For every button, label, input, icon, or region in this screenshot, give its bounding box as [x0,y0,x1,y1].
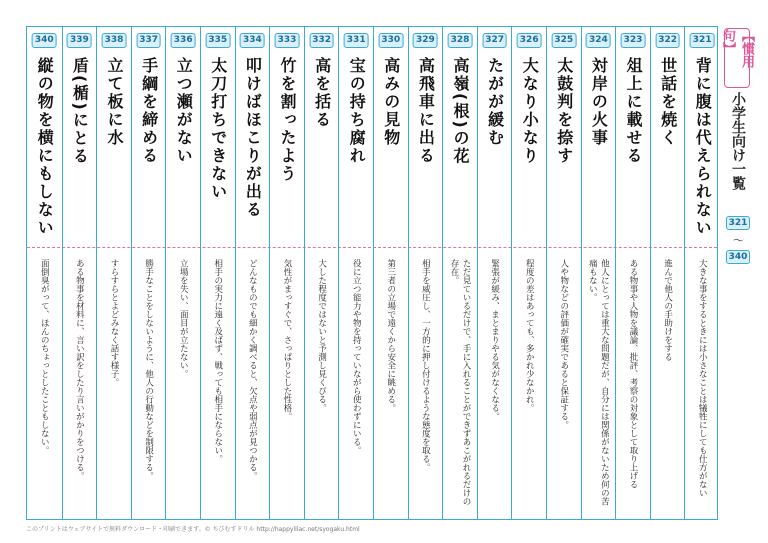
idiom-meaning: 進んで他人の手助けをする [662,259,673,361]
subtitle: 小学生向け一覧 [730,92,746,190]
idiom-meaning: 程度の差はあっても、多かれ少なかれ。 [524,259,535,412]
idiom-meaning: 面倒臭がって、ほんのちょっとしたこともしない。 [39,259,50,455]
entry-number: 322 [655,33,680,48]
idiom-meaning: 第三者の立場で遠くから安全に眺める。 [385,259,396,412]
idiom-phrase: 高飛車に出る [416,57,436,165]
idiom-phrase: 太刀打ちできない [208,57,228,201]
entry-number: 325 [551,33,576,48]
idiom-entry [62,27,97,519]
idiom-phrase: 立て板に水 [104,57,124,147]
entry-number: 336 [171,33,196,48]
entry-number: 337 [136,33,161,48]
idiom-entry [373,27,408,519]
title-label: 【慣用句】 [720,29,754,68]
idiom-entry [477,27,512,519]
range-tilde: 〜 [733,234,744,247]
idiom-phrase: 立つ瀬がない [174,57,194,165]
entry-number: 332 [309,33,334,48]
idiom-phrase: 高嶺(根)の花 [450,57,470,166]
title-badge [720,28,754,88]
range-start: 321 [726,216,750,230]
idiom-phrase: 背に腹は代えられない [693,57,713,237]
entry-number: 338 [102,33,127,48]
entry-number: 331 [344,33,369,48]
entry-number: 340 [32,33,57,48]
idiom-entry [581,27,616,519]
idiom-meaning: 立場を失い、面目が立たない。 [178,259,189,378]
idiom-meaning: 相手を威圧し、一方的に押し付けるような態度を取る。 [420,259,431,472]
entry-number: 333 [275,33,300,48]
idiom-entry [96,27,131,519]
idiom-entry [200,27,235,519]
idiom-phrase: 高を括る [312,57,332,129]
idiom-meaning: どんなものでも細かく調べると、欠点や弱点が見つかる。 [247,259,258,480]
idiom-meaning: 人や物などの評価が確実であると保証する。 [558,259,569,429]
idiom-phrase: 世話を焼く [658,57,678,147]
idiom-phrase: 太鼓判を捺す [554,57,574,165]
idiom-entry [304,27,339,519]
entry-number: 339 [67,33,92,48]
idiom-meaning: 大きな事をするときには小さなことは犠牲にしても仕方がない [697,259,708,497]
idiom-phrase: 竹を割ったよう [277,57,297,183]
idiom-meaning: 役に立つ能力や物を持っていながら使わずにいる。 [351,259,362,455]
idiom-entry [27,27,62,519]
entry-number: 329 [413,33,438,48]
idiom-entry [511,27,546,519]
idiom-phrase: 大なり小なり [520,57,540,165]
footer-note: このプリントはウェブサイトで無料ダウンロード・印刷できます。© ちびむすドリル http://happylilac.net/syogaku.html [26,526,360,533]
idiom-phrase: 対岸の火事 [589,57,609,147]
idiom-phrase: 高みの見物 [381,57,401,147]
idiom-phrase: 手綱を締める [139,57,159,165]
idiom-phrase: 盾(楯)にとる [70,57,90,166]
idiom-meaning: ある物事や人物を議論、批評、考察の対象として取り上げる [627,259,638,489]
idiom-entry [131,27,166,519]
entry-number: 326 [517,33,542,48]
entry-number: 327 [482,33,507,48]
entry-number: 334 [240,33,265,48]
idiom-entry [165,27,200,519]
entry-number: 323 [621,33,646,48]
idiom-entry [442,27,477,519]
idiom-meaning: すらすらとよどみなく話す様子。 [108,259,119,387]
idiom-meaning: 緊張が緩み、まとまりやる気がなくなる。 [489,259,500,421]
idiom-phrase: 俎上に載せる [623,57,643,165]
idiom-entry [235,27,270,519]
range-end: 340 [726,250,750,264]
idiom-entry [338,27,373,519]
entry-number: 330 [378,33,403,48]
entry-number: 321 [690,33,715,48]
entry-number: 328 [448,33,473,48]
idiom-meaning: 相手の実力に遠く及ばず、戦っても相手にならない。 [212,259,223,463]
idiom-meaning: 気性がまっすぐで、さっぱりとした性格。 [281,259,292,421]
idiom-entry [684,27,719,519]
idiom-phrase: 縦の物を横にもしない [35,57,55,237]
idiom-meaning: 勝手なことをしないように、他人の行動などを制限する。 [143,259,154,480]
idiom-meaning: 大した程度ではないと予測し見くびる。 [316,259,327,412]
idiom-phrase: 宝の持ち腐れ [347,57,367,165]
idiom-entry [408,27,443,519]
idiom-phrase: 叩けばほこりが出る [243,57,263,219]
idiom-entry [650,27,685,519]
idiom-table [26,26,718,520]
idiom-entry [269,27,304,519]
idiom-meaning: ただ見ているだけで、手に入れることができずあこがれるだけの存在。 [448,259,471,506]
entry-number: 324 [586,33,611,48]
idiom-meaning: 他人にとっては重大な問題だが、自分には関係がないため何の苦痛もない。 [587,259,610,506]
idiom-meaning: ある物事を材料に、言い訳をしたり言いがかりをつける。 [74,259,85,480]
idiom-entry [546,27,581,519]
idiom-phrase: たがが緩む [485,57,505,147]
idiom-entry [615,27,650,519]
entry-number: 335 [205,33,230,48]
